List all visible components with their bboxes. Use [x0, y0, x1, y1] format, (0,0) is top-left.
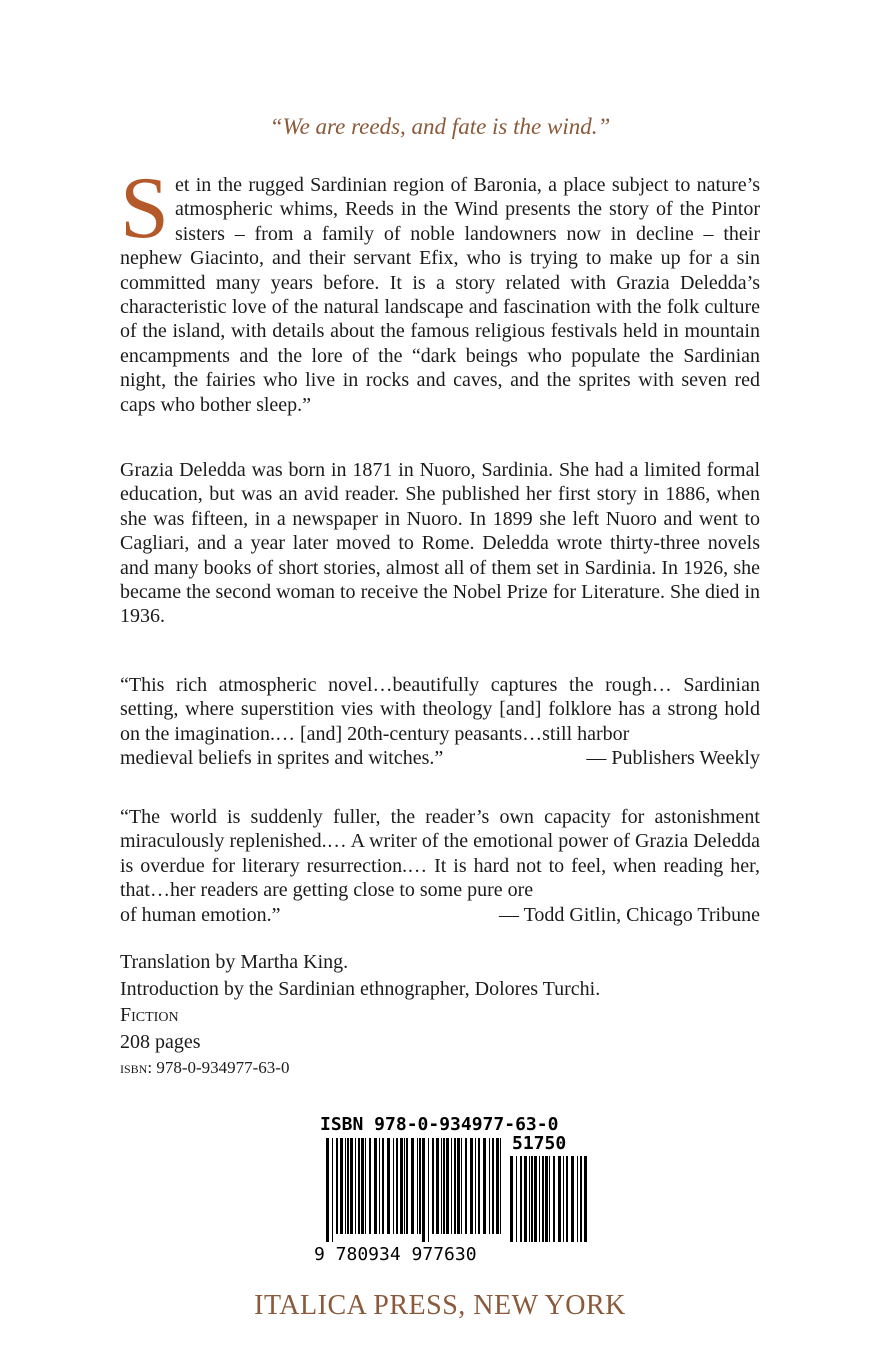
barcode-bar	[396, 1138, 398, 1234]
barcode-bar	[545, 1156, 548, 1242]
barcode-bar	[475, 1138, 476, 1234]
barcode-bar	[489, 1138, 490, 1234]
barcode-bar	[454, 1138, 456, 1234]
barcode-bar	[461, 1138, 462, 1234]
barcode-bar	[369, 1138, 371, 1234]
barcode-bar	[531, 1156, 533, 1242]
review-publishers-weekly	[120, 673, 760, 771]
drop-cap: S	[120, 160, 169, 257]
isbn-value: 978-0-934977-63-0	[156, 1058, 290, 1077]
barcode-bar	[483, 1138, 486, 1234]
page-count: 208 pages	[120, 1030, 201, 1053]
barcode-bar	[336, 1138, 338, 1234]
isbn-barcode	[312, 1112, 596, 1264]
barcode-bar	[432, 1138, 434, 1234]
barcode-bar	[553, 1156, 555, 1242]
author-bio: Grazia Deledda was born in 1871 in Nuoro, Sardinia. She had a limited formal education, but was an avid reader. She published her first story in 1886, when she was fifteen, in a newspaper in Nuoro. In 1899 she left Nuoro and went to Cagliari, and a year later moved to Rome. Deledda wrote thirty-three novels and many books of short stories, almost all of them set in Sardinia. In 1926, she became the second woman to receive the Nobel Prize for Literature. She died in 1936.	[120, 459, 760, 628]
barcode-bar	[580, 1156, 582, 1242]
barcode-bar	[478, 1138, 480, 1234]
barcode-bar	[428, 1138, 429, 1242]
barcode-bar	[365, 1138, 366, 1234]
barcode-bar	[539, 1156, 540, 1242]
barcode-bar	[382, 1138, 384, 1234]
review-chicago-tribune	[120, 805, 760, 927]
barcode-bar	[422, 1138, 425, 1242]
review-attribution: — Todd Gitlin, Chicago Tribune	[498, 903, 760, 926]
barcode-bar	[566, 1156, 568, 1242]
barcode-bar	[350, 1138, 353, 1234]
barcode-bar	[534, 1156, 537, 1242]
review-last-line: medieval beliefs in sprites and witches.”	[120, 747, 444, 770]
barcode-bar	[524, 1156, 527, 1242]
barcode-bar	[406, 1138, 408, 1234]
publisher-imprint: ITALICA PRESS, NEW YORK	[254, 1290, 626, 1321]
isbn-label: isbn:	[120, 1058, 153, 1077]
barcode-bar	[400, 1138, 403, 1234]
barcode-bar	[345, 1138, 346, 1234]
barcode-bar	[584, 1156, 587, 1242]
review-last-line: of human emotion.”	[120, 903, 281, 926]
barcode-bar	[358, 1138, 360, 1234]
book-facts	[120, 949, 760, 1082]
barcode-bar	[496, 1138, 499, 1234]
epigraph: “We are reeds, and fate is the wind.”	[269, 114, 611, 139]
barcode-bar	[393, 1138, 394, 1234]
barcode-bar	[387, 1138, 390, 1234]
barcode-bar	[520, 1156, 522, 1242]
barcode-main-bars	[326, 1138, 501, 1242]
barcode-isbn-header: ISBN 978-0-934977-63-0	[320, 1114, 559, 1135]
barcode-bar	[332, 1138, 333, 1242]
barcode-price-code: 51750	[512, 1133, 567, 1154]
barcode-bar	[529, 1156, 530, 1242]
barcode-bar	[542, 1156, 544, 1242]
barcode-bar	[577, 1156, 578, 1242]
barcode-bar	[510, 1156, 513, 1242]
barcode-bar	[374, 1138, 377, 1234]
barcode-bar	[347, 1138, 349, 1234]
review-text: “The world is suddenly fuller, the reader’s own capacity for astonishment miraculously replenished.… A writer of the emotional power of Grazia Deledda is overdue for literary resurrection.… It is hard not to feel, when reading her, that…her readers are getting close to some pure ore	[120, 806, 760, 902]
barcode-bar	[451, 1138, 452, 1234]
barcode-bar	[465, 1138, 467, 1234]
review-attribution: — Publishers Weekly	[586, 747, 760, 770]
barcode-bar	[443, 1138, 445, 1234]
genre-label: Fiction	[120, 1004, 179, 1026]
barcode-bar	[326, 1138, 329, 1242]
barcode-bar	[361, 1138, 364, 1234]
review-attribution-line	[120, 746, 760, 770]
barcode-bar	[492, 1138, 494, 1234]
barcode-bar	[417, 1138, 418, 1234]
barcode-bar	[516, 1156, 517, 1242]
introduction-credit: Introduction by the Sardinian ethnographer, Dolores Turchi.	[120, 977, 601, 1000]
barcode-ean-digits: 9 780934 977630	[314, 1244, 477, 1264]
barcode-bar	[404, 1138, 405, 1234]
review-attribution-line	[120, 903, 760, 927]
isbn-line	[120, 1055, 760, 1082]
barcode-bar	[500, 1138, 501, 1234]
barcode-bar	[563, 1156, 564, 1242]
barcode-bar	[436, 1138, 439, 1234]
barcode-bar	[549, 1156, 550, 1242]
barcode-bar	[571, 1156, 574, 1242]
barcode-bar	[441, 1138, 442, 1234]
barcode-bar	[411, 1138, 414, 1234]
barcode-bar	[558, 1156, 561, 1242]
barcode-addon-bars	[510, 1156, 587, 1242]
synopsis-paragraph	[120, 160, 760, 417]
barcode-bar	[446, 1138, 449, 1234]
translation-credit: Translation by Martha King.	[120, 951, 349, 973]
barcode-bar	[470, 1138, 473, 1234]
barcode-bar	[340, 1138, 343, 1234]
review-text: “This rich atmospheric novel…beautifully captures the rough… Sardinian setting, where superstition vies with theology [and] folklore has a strong hold on the imagination.… [and] 20th-century peasants…still harbor	[120, 674, 760, 745]
synopsis-text: et in the rugged Sardinian region of Baronia, a place subject to nature’s atmospheric whims, Reeds in the Wind presents the story of the Pintor sisters – from a family of noble landowners now in decline – their nephew Giacinto, and their servant Efix, who is trying to make up for a sin committed many years before. It is a story related with Grazia Deledda’s characteristic love of the natural landscape and fascination with the folk culture of the island, with details about the famous religious festivals held in mountain encampments and the lore of the “dark beings who populate the Sardinian night, the fairies who live in rocks and caves, and the sprites with seven red caps who bother sleep.”	[120, 174, 760, 416]
barcode-bar	[457, 1138, 460, 1234]
barcode-bar	[419, 1138, 421, 1234]
barcode-bar	[355, 1138, 356, 1234]
barcode-bar	[379, 1138, 380, 1234]
